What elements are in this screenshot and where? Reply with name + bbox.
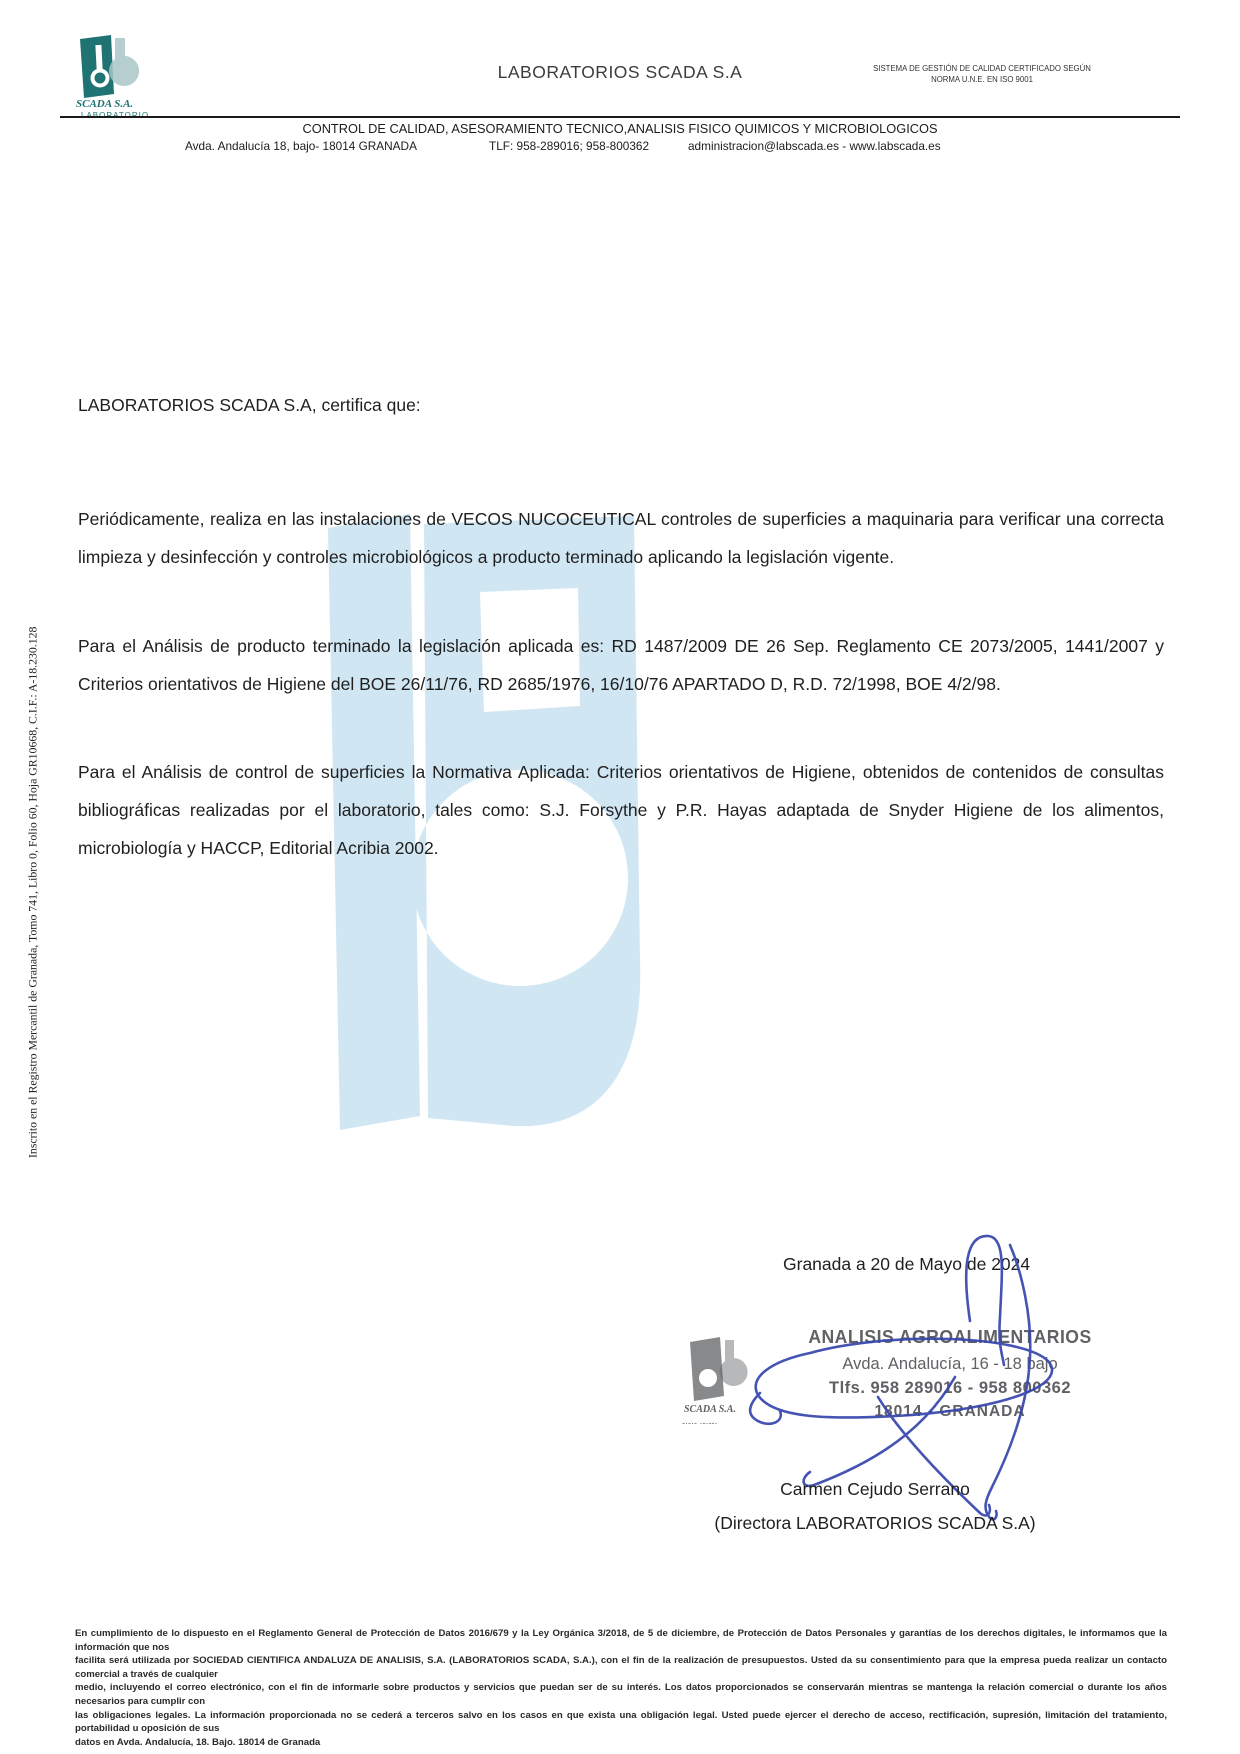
company-phone: TLF: 958-289016; 958-800362 bbox=[489, 139, 650, 153]
legal-footer-line: facilita será utilizada por SOCIEDAD CIENTIFICA ANDALUZA DE ANALISIS, S.A. (LABORATORIOS SCADA, S.A.), con el fin de la realización de presupuestos. Usted da su consentimiento para que la empresa pueda realizar un contacto comercial a través de cualquier bbox=[75, 1655, 1167, 1680]
stamp-line3: Tlfs. 958 289016 - 958 800362 bbox=[828, 1379, 1071, 1397]
signer-role: (Directora LABORATORIOS SCADA S.A) bbox=[714, 1513, 1036, 1533]
page-title: LABORATORIOS SCADA S.A bbox=[497, 62, 743, 82]
paragraph-controls: Periódicamente, realiza en las instalaciones de VECOS NUCOCEUTICAL controles de superficies a maquinaria para verificar una correcta limpieza y desinfección y controles microbiológicos a producto terminado aplicando la legislación vigente. bbox=[78, 509, 1164, 567]
company-email-web: administracion@labscada.es - www.labscada.es bbox=[688, 139, 941, 153]
svg-text:SCADA S.A.: SCADA S.A. bbox=[76, 98, 134, 110]
quality-cert-line2: NORMA U.N.E. EN ISO 9001 bbox=[931, 74, 1033, 84]
certifies-line: LABORATORIOS SCADA S.A, certifica que: bbox=[78, 395, 421, 415]
registry-side-note: Inscrito en el Registro Mercantil de Granada, Tomo 741, Libro 0, Folio 60, Hoja GR10668, C.I.F.: A-18.230.128 bbox=[25, 626, 40, 1158]
legal-footer bbox=[75, 1627, 1167, 1749]
stamp-line2: Avda. Andalucía, 16 - 18 bajo bbox=[842, 1355, 1058, 1373]
header-divider bbox=[60, 116, 1180, 118]
stamp-line1: ANALISIS AGROALIMENTARIOS bbox=[808, 1326, 1092, 1347]
legal-footer-line: datos en Avda. Andalucía, 18. Bajo. 18014 de Granada bbox=[75, 1736, 321, 1748]
quality-cert-note bbox=[812, 64, 1152, 85]
paragraph-product-legislation: Para el Análisis de producto terminado la legislación aplicada es: RD 1487/2009 DE 26 Sep. Reglamento CE 2073/2005, 1441/2007 y Criterios orientativos de Higiene del BOE 26/11/76, RD 2685/1976, 16/10/76 APARTADO D, R.D. 72/1998, BOE 4/2/98. bbox=[78, 636, 1164, 694]
signer-name: Carmen Cejudo Serrano bbox=[780, 1479, 970, 1499]
legal-footer-line: las obligaciones legales. La información proporcionada no se cederá a terceros salvo en los casos en que exista una obligación legal. Usted puede ejercer el derecho de acceso, rectificación, supresión, limitación del tratamiento, portabilidad u oposición de sus bbox=[75, 1709, 1167, 1735]
svg-text:-·-·- ·-·--·: -·-·- ·-·--· bbox=[682, 1418, 718, 1428]
services-line: CONTROL DE CALIDAD, ASESORAMIENTO TECNICO,ANALISIS FISICO QUIMICOS Y MICROBIOLOGICOS bbox=[302, 121, 938, 136]
legal-footer-line: medio, incluyendo el correo electrónico, con el fin de informarle sobre productos y servicios que puedan ser de su interés. Los datos proporcionados se conservarán mientras se mantenga la relación comercial o durante los años necesarios para cumplir con bbox=[75, 1682, 1167, 1707]
signer-block bbox=[660, 1472, 1090, 1540]
legal-footer-line: En cumplimiento de lo dispuesto en el Reglamento General de Protección de Datos 2016/679 y la Ley Orgánica 3/2018, de 5 de diciembre, de Protección de Datos Personales y garantías de los derechos digitales, le informamos que la información que nos bbox=[75, 1628, 1167, 1653]
stamp-logo-text: SCADA S.A. bbox=[684, 1404, 736, 1415]
quality-cert-line1: SISTEMA DE GESTIÓN DE CALIDAD CERTIFICADO SEGÚN bbox=[873, 64, 1091, 73]
paragraph-surface-normative: Para el Análisis de control de superficies la Normativa Aplicada: Criterios orientativos de Higiene, obtenidos de contenidos de consultas bibliográficas realizadas por el laboratorio, tales como: S.J. Forsythe y P.R. Hayas adaptada de Snyder Higiene de los alimentos, microbiología y HACCP, Editorial Acribia 2002. bbox=[78, 762, 1164, 858]
stamp-line4: 18014 - GRANADA bbox=[874, 1403, 1026, 1420]
date-line: Granada a 20 de Mayo de 2024 bbox=[783, 1254, 1031, 1274]
company-address: Avda. Andalucía 18, bajo- 18014 GRANADA bbox=[185, 139, 417, 153]
